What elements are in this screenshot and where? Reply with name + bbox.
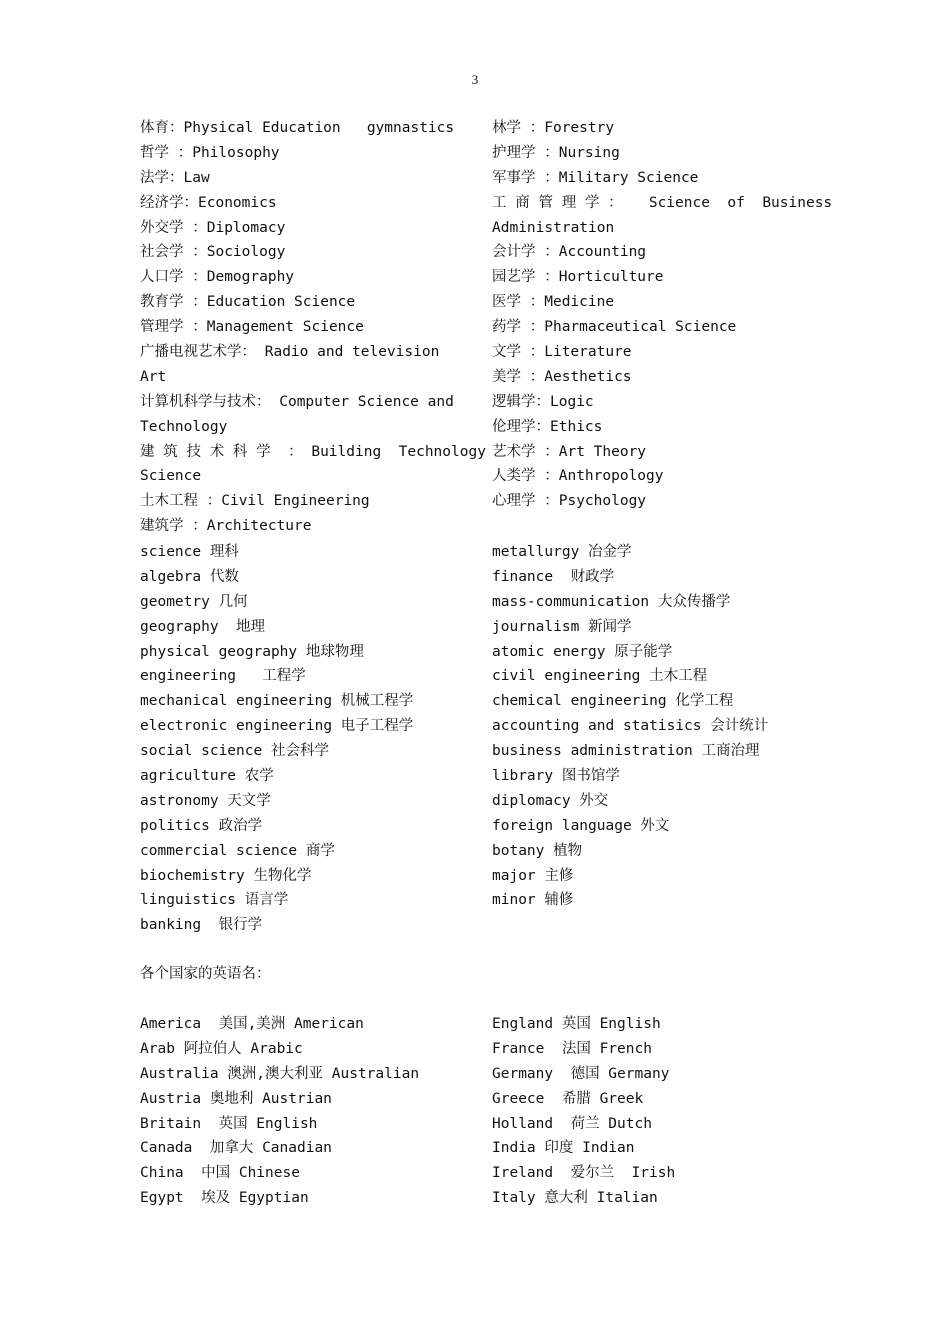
subjects-left-column (140, 116, 486, 539)
subject-entry: 哲学 ：Philosophy (140, 144, 280, 161)
country-entry: Egypt 埃及 Egyptian (140, 1190, 309, 1207)
subject-entry: 心理学 ：Psychology (492, 493, 647, 510)
vocabulary-entry: diplomacy 外交 (492, 792, 609, 809)
subject-entry: Science (140, 468, 202, 485)
country-entry: Arab 阿拉伯人 Arabic (140, 1040, 303, 1057)
country-entry: America 美国,美洲 American (140, 1016, 364, 1032)
vocabulary-entry: chemical engineering 化学工程 (492, 693, 734, 710)
vocabulary-entry: accounting and statisics 会计统计 (492, 718, 769, 735)
subjects-right-column (492, 116, 833, 514)
vocabulary-entry: politics 政治学 (140, 817, 263, 834)
country-entry: France 法国 French (492, 1040, 652, 1057)
vocabulary-entry: biochemistry 生物化学 (140, 867, 312, 884)
vocabulary-entry: geography 地理 (140, 618, 266, 635)
subject-entry: 军事学 ：Military Science (492, 169, 699, 186)
subject-entry: 广播电视艺术学： Radio and television (140, 344, 440, 361)
vocabulary-entry: botany 植物 (492, 842, 583, 859)
subject-entry: 法学：Law (140, 169, 210, 186)
subject-entry: 人类学 ：Anthropology (492, 468, 664, 485)
vocabulary-entry: engineering 工程学 (140, 668, 306, 685)
subject-entry: Art (140, 368, 167, 385)
subject-entry: 教育学 ：Education Science (140, 294, 356, 311)
country-entry: Ireland 爱尔兰 Irish (492, 1165, 676, 1182)
country-entry: Italy 意大利 Italian (492, 1190, 658, 1207)
subject-entry: 土木工程 ：Civil Engineering (140, 493, 370, 510)
subject-entry: Technology (140, 418, 228, 435)
countries-left-column (140, 1012, 470, 1211)
vocabulary-entry: agriculture 农学 (140, 768, 274, 785)
subject-entry: 文学 ：Literature (492, 344, 632, 361)
subject-entry: Administration (492, 219, 615, 236)
subject-entry: 美学 ：Aesthetics (492, 368, 632, 385)
subject-entry: 伦理学：Ethics (492, 418, 603, 435)
country-entry: Australia 澳洲,澳大利亚 Australian (140, 1065, 420, 1082)
country-entry: China 中国 Chinese (140, 1165, 300, 1182)
country-entry: England 英国 English (492, 1016, 661, 1032)
subject-entry: 工 商 管 理 学 ： Science of Business (492, 194, 833, 211)
vocabulary-entry: mass-communication 大众传播学 (492, 593, 731, 610)
subject-entry: 医学 ：Medicine (492, 294, 615, 311)
vocabulary-entry: social science 社会科学 (140, 743, 329, 760)
subject-entry: 计算机科学与技术： Computer Science and (140, 393, 454, 410)
subject-entry: 护理学 ：Nursing (492, 144, 620, 161)
vocabulary-entry: journalism 新闻学 (492, 618, 632, 635)
vocabulary-entry: banking 银行学 (140, 917, 263, 934)
vocabulary-right-column (492, 540, 822, 913)
vocabulary-entry: geometry 几何 (140, 593, 248, 610)
subject-entry: 会计学 ：Accounting (492, 244, 647, 261)
country-entry: Greece 希腊 Greek (492, 1090, 644, 1107)
vocabulary-entry: commercial science 商学 (140, 842, 335, 859)
countries-right-column (492, 1012, 822, 1211)
subject-entry: 社会学 ：Sociology (140, 244, 286, 261)
subject-entry: 人口学 ：Demography (140, 269, 295, 286)
subject-entry: 园艺学 ：Horticulture (492, 269, 664, 286)
vocabulary-entry: civil engineering 土木工程 (492, 668, 708, 685)
vocabulary-entry: foreign language 外文 (492, 817, 670, 834)
subject-entry: 逻辑学：Logic (492, 393, 594, 410)
subject-entry: 经济学：Economics (140, 194, 277, 211)
vocabulary-entry: science 理科 (140, 544, 239, 560)
vocabulary-entry: library 图书馆学 (492, 768, 620, 785)
vocabulary-entry: physical geography 地球物理 (140, 643, 364, 660)
vocabulary-entry: minor 辅修 (492, 892, 574, 909)
vocabulary-left-column (140, 540, 470, 938)
vocabulary-entry: business administration 工商治理 (492, 743, 760, 760)
page-number: 3 (471, 72, 479, 87)
subject-entry: 林学 ：Forestry (492, 120, 615, 136)
vocabulary-entry: atomic energy 原子能学 (492, 643, 673, 660)
vocabulary-entry: astronomy 天文学 (140, 792, 271, 809)
country-entry: Germany 德国 Germany (492, 1065, 670, 1082)
subject-entry: 外交学 ：Diplomacy (140, 219, 286, 236)
countries-heading: 各个国家的英语名： (140, 966, 271, 982)
country-entry: Austria 奥地利 Austrian (140, 1090, 332, 1107)
subject-entry: 体育：Physical Education gymnastics (140, 120, 455, 136)
subject-entry: 药学 ：Pharmaceutical Science (492, 319, 737, 336)
subject-entry: 管理学 ：Management Science (140, 319, 364, 336)
vocabulary-entry: finance 财政学 (492, 568, 615, 585)
subject-entry: 建 筑 技 术 科 学 ： Building Technology (140, 443, 486, 460)
vocabulary-entry: electronic engineering 电子工程学 (140, 718, 414, 735)
vocabulary-entry: mechanical engineering 机械工程学 (140, 693, 414, 710)
country-entry: India 印度 Indian (492, 1140, 635, 1157)
country-entry: Britain 英国 English (140, 1115, 318, 1132)
vocabulary-entry: major 主修 (492, 867, 574, 884)
vocabulary-entry: metallurgy 冶金学 (492, 544, 632, 560)
vocabulary-entry: algebra 代数 (140, 568, 239, 585)
country-entry: Holland 荷兰 Dutch (492, 1115, 652, 1132)
subject-entry: 建筑学 ：Architecture (140, 518, 312, 535)
vocabulary-entry: linguistics 语言学 (140, 892, 289, 909)
country-entry: Canada 加拿大 Canadian (140, 1140, 332, 1157)
subject-entry: 艺术学 ：Art Theory (492, 443, 647, 460)
